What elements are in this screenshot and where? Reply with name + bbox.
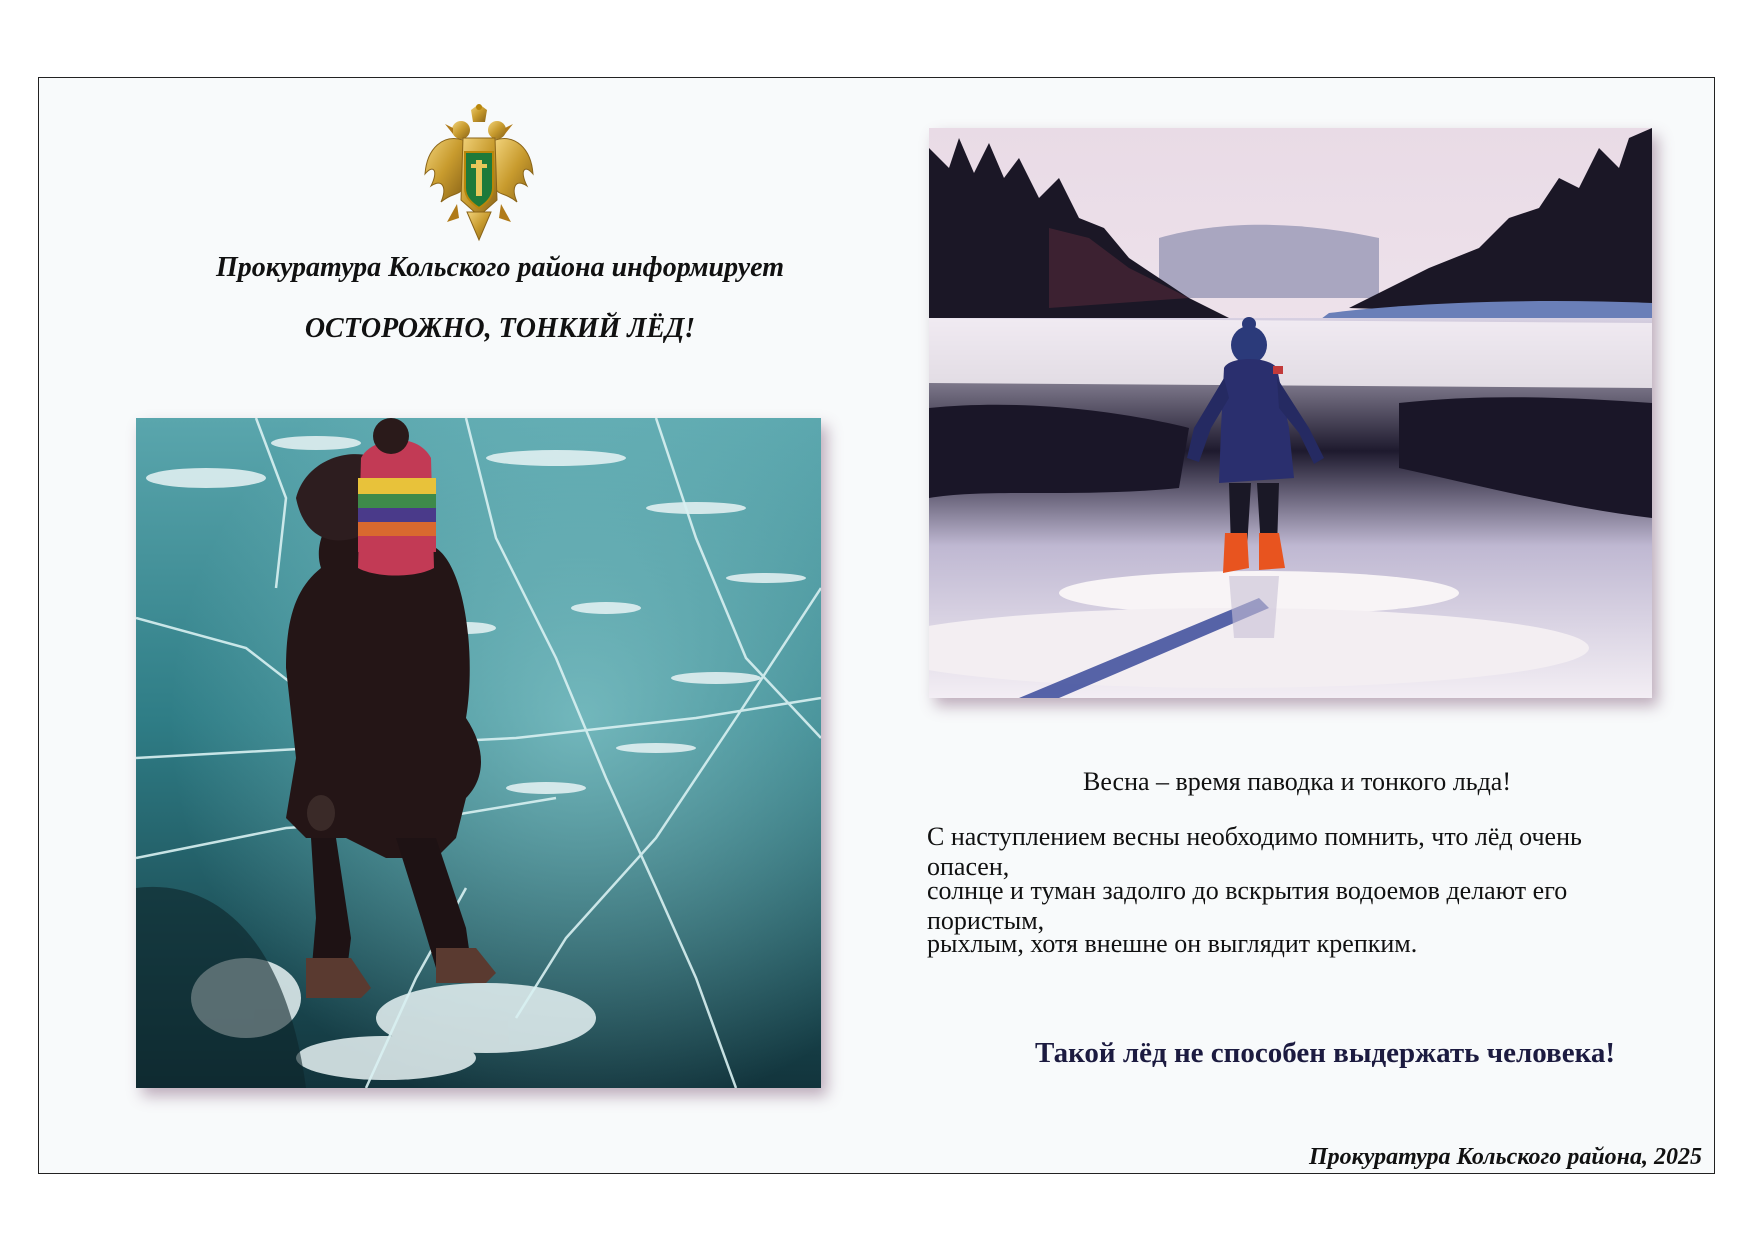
emphasis-warning: Такой лёд не способен выдержать человека! [1034, 1037, 1615, 1069]
body-line: С наступлением весны необходимо помнить, что лёд очень опасен, [927, 822, 1582, 881]
body-line: рыхлым, хотя внешне он выглядит крепким. [927, 929, 1418, 958]
child-on-frozen-river-photo [929, 128, 1652, 698]
prosecutor-emblem-logo [423, 104, 536, 246]
organization-heading: Прокуратура Кольского района информирует [216, 252, 784, 283]
footer-signature: Прокуратура Кольского района, 2025 [1308, 1144, 1702, 1170]
child-on-cracked-ice-photo [136, 418, 821, 1088]
lead-sentence: Весна – время паводка и тонкого льда! [1083, 767, 1511, 796]
body-line: солнце и туман задолго до вскрытия водоемов делают его пористым, [927, 876, 1568, 935]
warning-title: ОСТОРОЖНО, ТОНКИЙ ЛЁД! [304, 313, 696, 344]
